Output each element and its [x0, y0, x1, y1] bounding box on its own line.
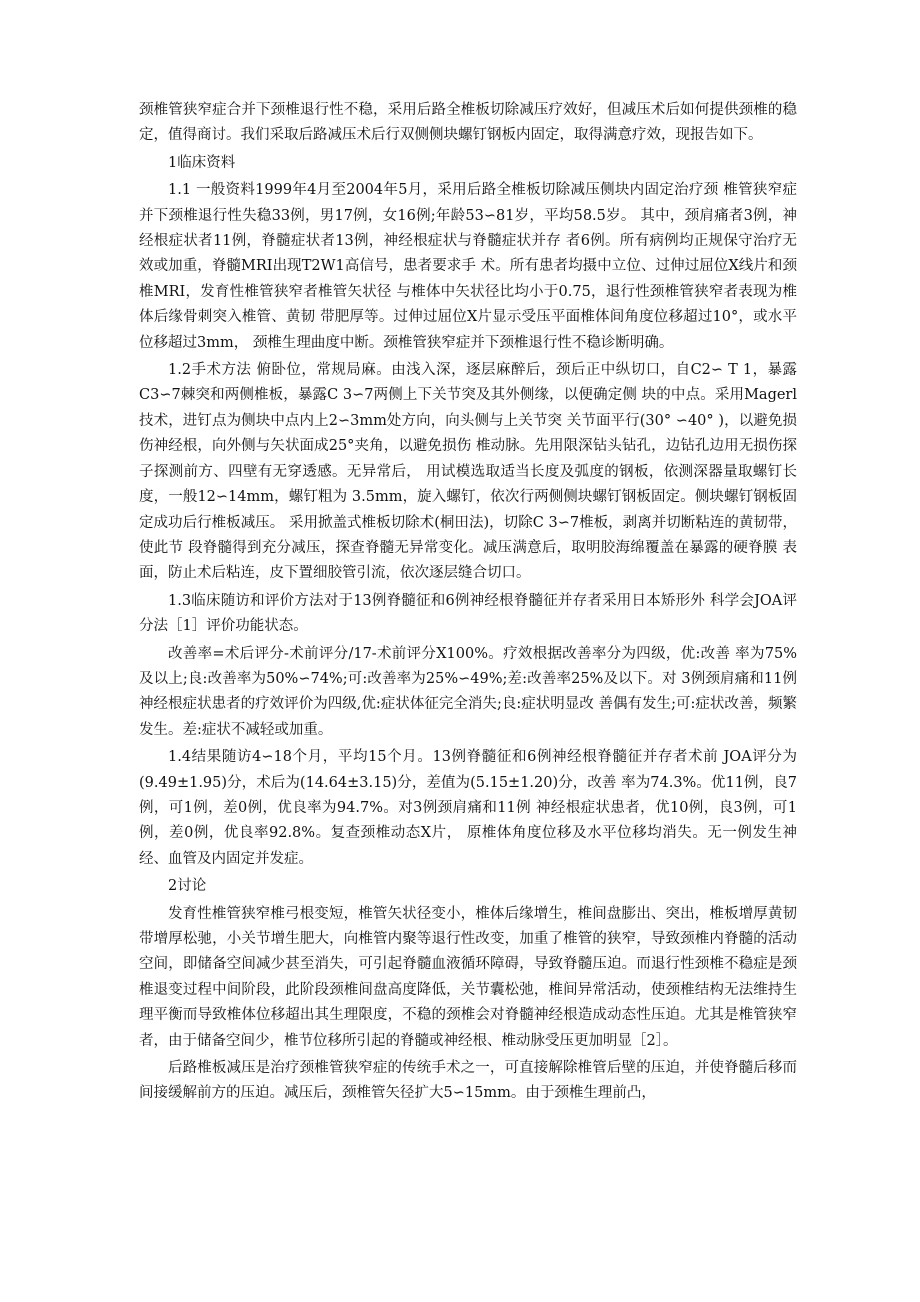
paragraph-discussion-1: 发育性椎管狭窄椎弓根变短，椎管矢状径变小，椎体后缘增生，椎间盘膨出、突出，椎板增厚黄韧带增厚松驰，小关节增生肥大，向椎管内聚等退行性改变，加重了椎管的狭窄，导致颈椎内脊髓的活动空间，即储备空间减少甚至消失，可引起脊髓血液循环障碍，导致脊髓压迫。而退行性颈椎不稳症是颈椎退变过程中间阶段，此阶段颈椎间盘高度降低，关节囊松弛，椎间异常活动，使颈椎结构无法维持生理平衡而导致椎体位移超出其生理限度，不稳的颈椎会对脊髓神经根造成动态性压迫。尤其是椎管狭窄者，由于储备空间少，椎节位移所引起的脊髓或神经根、椎动脉受压更加明显［2］。	[139, 905, 797, 1049]
paragraph-discussion-2: 后路椎板减压是治疗颈椎管狭窄症的传统手术之一，可直接解除椎管后壁的压迫，并使脊髓后移而间接缓解前方的压迫。减压后，颈椎管矢径扩大5∽15mm。由于颈椎生理前凸，	[139, 1060, 797, 1102]
paragraph-general-data: 1.1 一般资料1999年4月至2004年5月，采用后路全椎板切除减压侧块内固定治疗颈 椎管狭窄症并下颈椎退行性失稳33例，男17例，女16例;年龄53∽81岁，平均58.5岁。 其中，颈肩痛者3例，神经根症状者11例，脊髓症状者13例，神经根症状与脊髓症状并存 者6例。所有病例均正规保守治疗无效或加重，脊髓MRI出现T2W1高信号，患者要求手 术。所有患者均摄中立位、过伸过屈位X线片和颈椎MRI，发育性椎管狭窄者椎管矢状径 与椎体中矢状径比均小于0.75，退行性颈椎管狭窄者表现为椎体后缘骨刺突入椎管、黄韧 带肥厚等。过伸过屈位X片显示受压平面椎体间角度位移超过10°，或水平位移超过3mm， 颈椎生理曲度中断。颈椎管狭窄症并下颈椎退行性不稳诊断明确。	[139, 182, 797, 351]
section-heading-discussion: 2讨论	[168, 878, 207, 895]
paragraph-improvement-rate: 改善率=术后评分-术前评分/17-术前评分X100%。疗效根据改善率分为四级，优:改善 率为75%及以上;良:改善率为50%∽74%;可:改善率为25%∽49%;差:改善率25%及以下。对 3例颈肩痛和11例神经根症状患者的疗效评价为四级,优:症状体征完全消失;良:症状明显改 善偶有发生;可:症状改善，频繁发生。差:症状不减轻或加重。	[139, 645, 797, 738]
paragraph-followup-method: 1.3临床随访和评价方法对于13例脊髓征和6例神经根脊髓征并存者采用日本矫形外 科学会JOA评分法［1］评价功能状态。	[139, 592, 797, 635]
paragraph-surgical-method: 1.2手术方法 俯卧位，常规局麻。由浅入深，逐层麻醉后，颈后正中纵切口，自C2∽ T 1，暴露C3∽7棘突和两侧椎板，暴露C 3∽7两侧上下关节突及其外侧缘，以便确定侧 块的中点。采用Magerl技术，进钉点为侧块中点内上2∽3mm处方向，向头侧与上关节突 关节面平行(30° ∽40° )，以避免损伤神经根，向外侧与矢状面成25°夹角，以避免损伤 椎动脉。先用限深钻头钻孔，边钻孔边用无损伤探子探测前方、四壁有无穿透感。无异常后， 用试模选取适当长度及弧度的钢板，依测深器量取螺钉长度，一般12∽14mm，螺钉粗为 3.5mm，旋入螺钉，依次行两侧侧块螺钉钢板固定。侧块螺钉钢板固定成功后行椎板减压。 采用掀盖式椎板切除术(桐田法)，切除C 3∽7椎板，剥离并切断粘连的黄韧带，使此节 段脊髓得到充分减压，探查脊髓无异常变化。减压满意后，取明胶海绵覆盖在暴露的硬脊膜 表面，防止术后粘连，皮下置细胶管引流，依次逐层缝合切口。	[139, 362, 797, 582]
section-heading-clinical-data: 1临床资料	[168, 154, 236, 171]
paragraph-results: 1.4结果随访4∽18个月，平均15个月。13例脊髓征和6例神经根脊髓征并存者术前 JOA评分为(9.49±1.95)分，术后为(14.64±3.15)分，差值为(5.15±1.20)分，改善 率为74.3%。优11例，良7例，可1例，差0例，优良率为94.7%。对3例颈肩痛和11例 神经根症状患者，优10例，良3例，可1例，差0例，优良率92.8%。复查颈椎动态X片， 原椎体角度位移及水平位移均消失。无一例发生神经、血管及内固定并发症。	[139, 749, 797, 867]
intro-paragraph: 颈椎管狭窄症合并下颈椎退行性不稳，采用后路全椎板切除减压疗效好，但减压术后如何提供颈椎的稳定，值得商讨。我们采取后路减压术后行双侧侧块螺钉钢板内固定，取得满意疗效，现报告如下。	[139, 102, 797, 144]
document-body	[139, 98, 797, 1109]
